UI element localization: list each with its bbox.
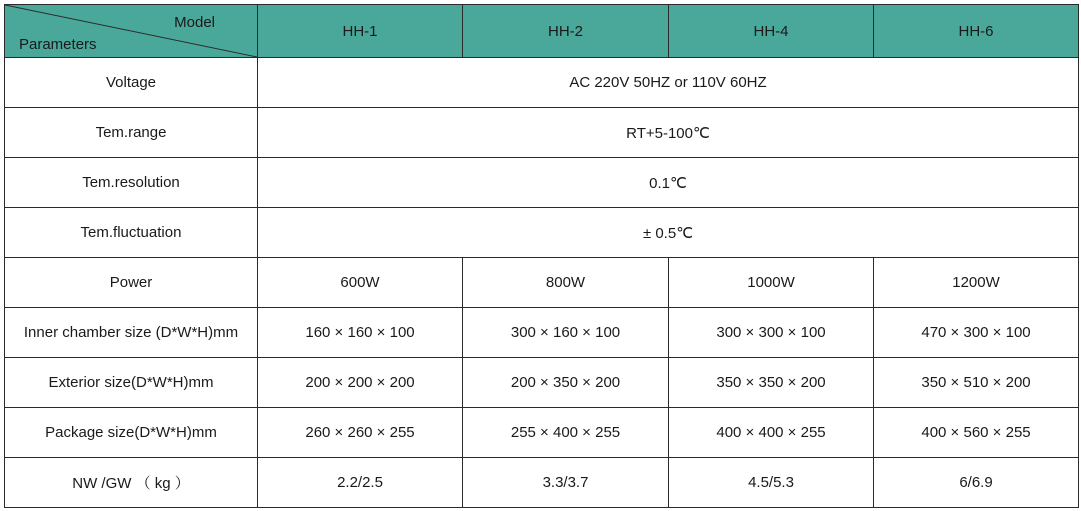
table-row-exterior-size <box>5 358 1079 408</box>
row-label: Inner chamber size (D*W*H)mm <box>5 308 258 358</box>
table-cell: 1200W <box>874 258 1079 308</box>
table-cell: 470 × 300 × 100 <box>874 308 1079 358</box>
table-cell: 3.3/3.7 <box>463 458 669 508</box>
table-row-inner-chamber-size <box>5 308 1079 358</box>
merged-value-cell: AC 220V 50HZ or 110V 60HZ <box>258 58 1079 108</box>
header-row <box>5 5 1079 58</box>
row-label: Voltage <box>5 58 258 108</box>
model-header-hh-2: HH-2 <box>463 5 669 58</box>
table-cell: 160 × 160 × 100 <box>258 308 463 358</box>
merged-value-cell: RT+5-100℃ <box>258 108 1079 158</box>
table-row-tem-fluctuation <box>5 208 1079 258</box>
table-cell: 300 × 300 × 100 <box>669 308 874 358</box>
table-row-voltage <box>5 58 1079 108</box>
table-cell: 1000W <box>669 258 874 308</box>
model-header-hh-4: HH-4 <box>669 5 874 58</box>
row-label: Tem.fluctuation <box>5 208 258 258</box>
row-label: Tem.resolution <box>5 158 258 208</box>
table-cell: 350 × 350 × 200 <box>669 358 874 408</box>
table-cell: 400 × 560 × 255 <box>874 408 1079 458</box>
table-row-tem-resolution <box>5 158 1079 208</box>
table-cell: 6/6.9 <box>874 458 1079 508</box>
spec-table <box>4 4 1079 508</box>
table-cell: 800W <box>463 258 669 308</box>
model-header-hh-6: HH-6 <box>874 5 1079 58</box>
row-label: Package size(D*W*H)mm <box>5 408 258 458</box>
table-row-power <box>5 258 1079 308</box>
row-label: Power <box>5 258 258 308</box>
row-label: NW /GW （ kg ） <box>5 458 258 508</box>
table-cell: 260 × 260 × 255 <box>258 408 463 458</box>
row-label: Exterior size(D*W*H)mm <box>5 358 258 408</box>
corner-header-cell <box>5 5 258 58</box>
merged-value-cell: 0.1℃ <box>258 158 1079 208</box>
table-cell: 4.5/5.3 <box>669 458 874 508</box>
merged-value-cell: ± 0.5℃ <box>258 208 1079 258</box>
row-label: Tem.range <box>5 108 258 158</box>
table-row-package-size <box>5 408 1079 458</box>
table-cell: 300 × 160 × 100 <box>463 308 669 358</box>
table-cell: 2.2/2.5 <box>258 458 463 508</box>
table-row-tem-range <box>5 108 1079 158</box>
parameters-label: Parameters <box>19 36 97 53</box>
model-label: Model <box>174 14 215 31</box>
table-cell: 400 × 400 × 255 <box>669 408 874 458</box>
model-header-hh-1: HH-1 <box>258 5 463 58</box>
table-cell: 255 × 400 × 255 <box>463 408 669 458</box>
table-cell: 200 × 200 × 200 <box>258 358 463 408</box>
table-cell: 200 × 350 × 200 <box>463 358 669 408</box>
table-cell: 350 × 510 × 200 <box>874 358 1079 408</box>
table-row-weight <box>5 458 1079 508</box>
table-cell: 600W <box>258 258 463 308</box>
